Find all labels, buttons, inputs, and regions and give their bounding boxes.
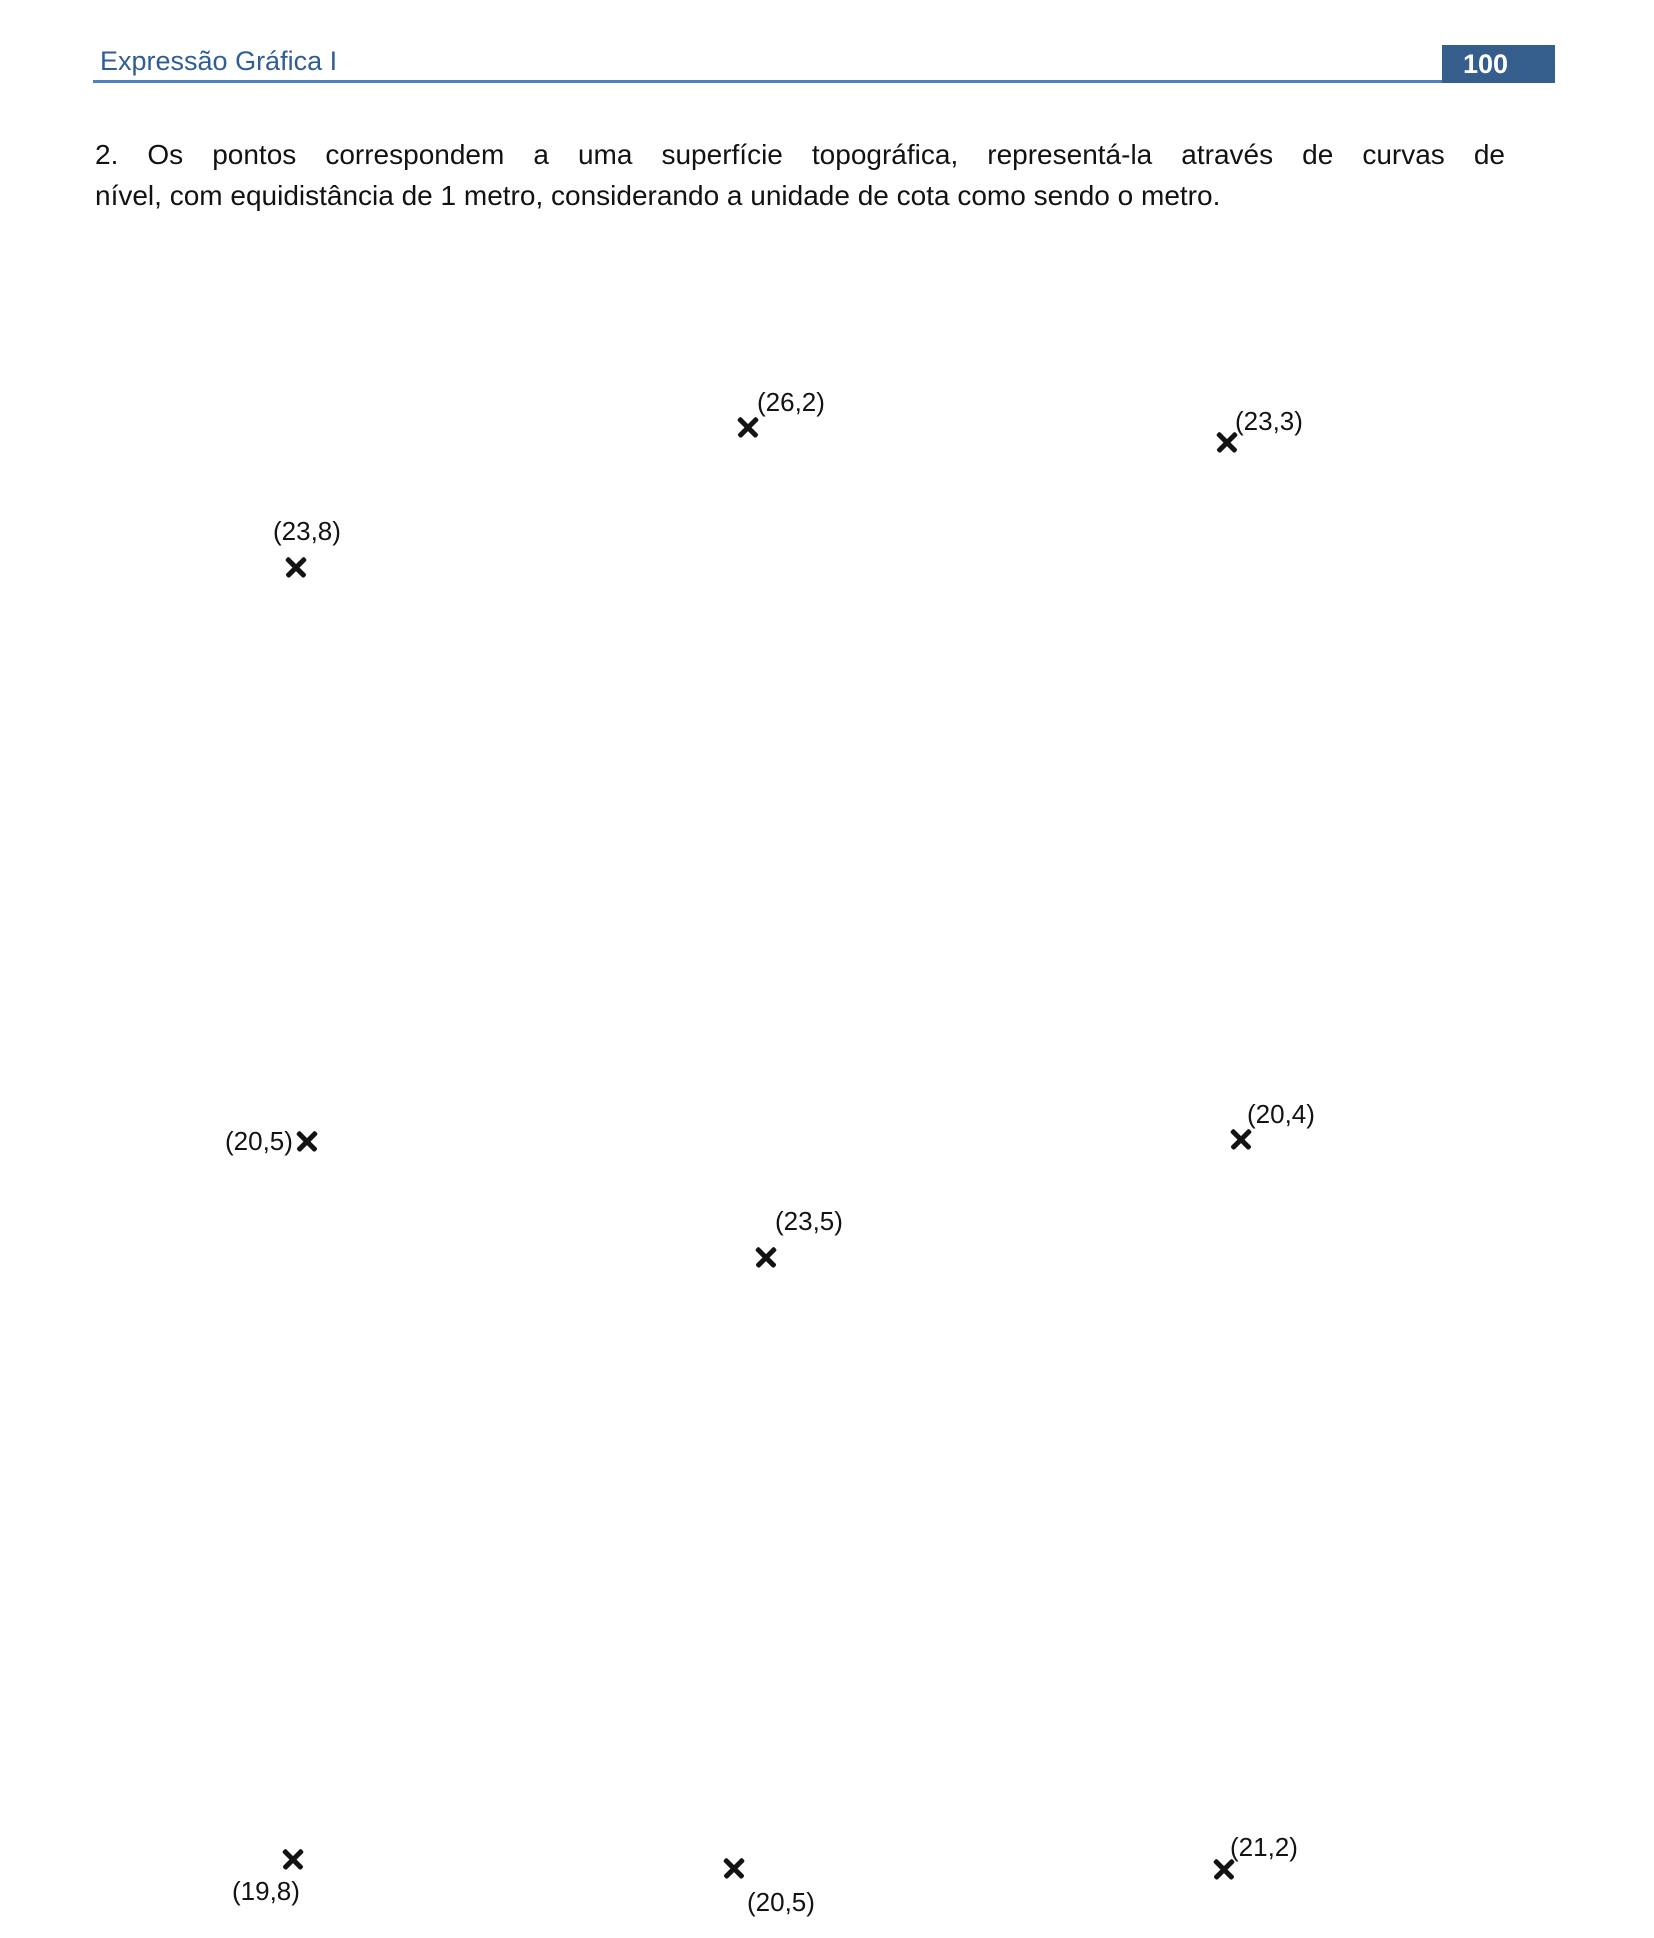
point-coordinates-label: (23,3)	[1235, 406, 1303, 436]
x-marker-icon	[283, 1849, 303, 1869]
point-coordinates-label: (19,8)	[232, 1876, 300, 1906]
x-marker-icon	[724, 1858, 744, 1878]
point-coordinates-label: (20,4)	[1247, 1099, 1315, 1129]
exercise-text-line-2: nível, com equidistância de 1 metro, considerando a unidade de cota como sendo o metro.	[95, 180, 1221, 211]
exercise-text-line-1: 2. Os pontos correspondem a uma superfície topográfica, representá-la através de curvas de	[95, 139, 1505, 170]
page-number: 100	[1462, 48, 1509, 79]
point-coordinates-label: (23,8)	[273, 516, 341, 546]
point-coordinates-label: (20,5)	[225, 1126, 293, 1156]
x-marker-icon	[286, 557, 306, 577]
x-marker-icon	[1214, 1859, 1234, 1879]
x-marker-icon	[297, 1131, 317, 1151]
x-marker-icon	[1231, 1129, 1251, 1149]
x-marker-icon	[1217, 432, 1237, 452]
point-coordinates-label: (26,2)	[757, 387, 825, 417]
x-marker-icon	[756, 1247, 776, 1267]
point-coordinates-label: (21,2)	[1230, 1832, 1298, 1862]
x-marker-icon	[738, 417, 758, 437]
course-title: Expressão Gráfica I	[100, 46, 338, 76]
point-coordinates-label: (20,5)	[747, 1887, 815, 1917]
point-coordinates-label: (23,5)	[775, 1206, 843, 1236]
